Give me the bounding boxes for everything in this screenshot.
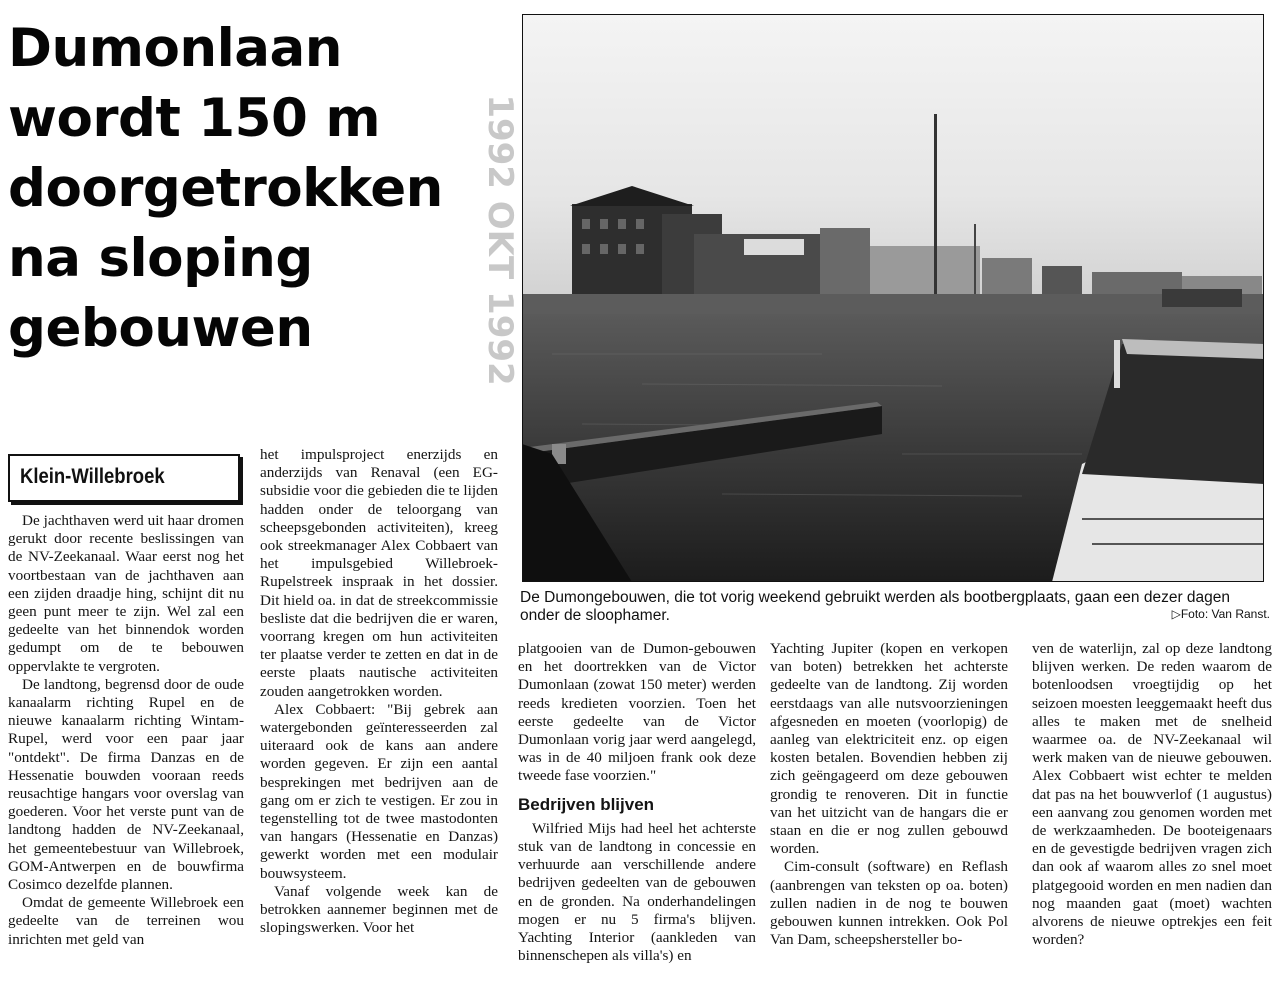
headline-line-4: na sloping	[8, 228, 313, 289]
kicker-label: Klein-Willebroek	[20, 465, 165, 488]
article-column-3	[518, 640, 756, 965]
paragraph: Alex Cobbaert: "Bij gebrek aan watergebonden geïnteresseerden zal uiteraard ook de kans aan andere worden gegeven. Er zijn een aantal besprekingen met bedrijven aan de gang om er zich te vestigen. Er zou in tegenstelling tot de twee mastodonten van hangars (Hessenatie en Danzas) gewerkt worden met een modulair bouwsysteem.	[260, 700, 498, 882]
headline-line-3: doorgetrokken	[8, 158, 443, 219]
paragraph: Vanaf volgende week kan de betrokken aannemer beginnen met de slopingswerken. Voor het	[260, 882, 498, 937]
paragraph: Omdat de gemeente Willebroek een gedeelte van de terreinen wou inrichten met geld van	[8, 894, 244, 948]
article-column-5	[1032, 640, 1272, 949]
paragraph: De landtong, begrensd door de oude kanaalarm richting Rupel en de nieuwe kanaalarm richting Wintam-Rupel, werd voor een paar jaar "ontdekt". De firma Danzas en de Hessenatie bouwden vooraan reeds reusachtige hangars voor overslag van goederen. Voor het verste punt van de landtong hadden de NV-Zeekanaal, het gemeentebestuur van Willebroek, GOM-Antwerpen en de bouwfirma Cosimco dezelfde plannen.	[8, 675, 244, 894]
photo-caption: De Dumongebouwen, die tot vorig weekend gebruikt werden als bootbergplaats, gaan een dezer dagen onder de sloophamer.	[520, 589, 1231, 624]
margin-date-text: 1992 OKT 1992	[480, 94, 520, 386]
paragraph: ven de waterlijn, zal op deze landtong blijven werken. De reden waarom de botenloodsen vroegtijdig op het seizoen moesten leeggemaakt heeft dus alles te maken met de snelheid waarmee oa. de NV-Zeekanaal wil werk maken van de nieuwe gebouwen. Alex Cobbaert wist echter te melden dat pas na het bouwverlof (1 augustus) een aanvang zou genomen worden met de werkzaamheden. De booteigenaars en de gevestigde bedrijven vragen zich dan ook af waarom alles zo snel moet platgegooid worden en men nadien dan nog maanden gaat (moet) wachten alvorens de nieuwe optrekjes een feit worden?	[1032, 640, 1272, 949]
paragraph: Cim-consult (software) en Reflash (aanbrengen van teksten op oa. boten) zullen nadien in de nog te bouwen gebouwen kunnen intrekken. Ook Pol Van Dam, scheepshersteller bo-	[770, 858, 1008, 949]
margin-date-stamp	[470, 60, 530, 420]
article-column-4	[770, 640, 1008, 949]
headline	[8, 14, 508, 364]
headline-line-5: gebouwen	[8, 298, 313, 359]
headline-line-1: Dumonlaan	[8, 18, 343, 79]
paragraph: platgooien van de Dumon-gebouwen en het doortrekken van de Victor Dumonlaan (zowat 150 meter) werden reeds kredieten voorzien. Toen het eerste gedeelte van de Victor Dumonlaan vorig jaar werd aangelegd, was in de 40 miljoen frank ook deze tweede fase voorzien."	[518, 640, 756, 785]
paragraph: Wilfried Mijs had heel het achterste stuk van de landtong in concessie en verhuurde aan verschillende andere bedrijven gedeelten van de gebouwen en de gronden. Na onderhandelingen mogen er nu 5 firma's blijven. Yachting Interior (aankleden van binnenschepen als villa's) en	[518, 819, 756, 965]
paragraph: Yachting Jupiter (kopen en verkopen van boten) betrekken het achterste gedeelte van de landtong. Zij worden eerstdaags van alle nutsvoorzieningen afgesneden en moeten (voorlopig) de aanleg van elektriciteit enz. op eigen kosten betalen. Bovendien hebben zij zich geëngageerd om deze gebouwen grondig te renoveren. Dit in functie van het uitzicht van de hangars die er staan en die er nog zullen gebouwd worden.	[770, 640, 1008, 858]
article-column-2	[260, 446, 498, 937]
harbour-photo-image	[522, 14, 1264, 582]
headline-line-2: wordt 150 m	[8, 88, 381, 149]
article-photo	[522, 14, 1264, 582]
paragraph: De jachthaven werd uit haar dromen gerukt door recente beslissingen van de NV-Zeekanaal. Waar eerst nog het voortbestaan van de jachthaven aan een zijden draadje hing, schijnt dit nu geen punt meer te zijn. Wel zal een gedeelte van het binnendok worden gedumpt om de te bebouwen oppervlakte te vergroten.	[8, 512, 244, 675]
paragraph: het impulsproject enerzijds en anderzijds van Renaval (een EG-subsidie voor die gebieden die te lijden hadden onder de teloorgang van scheepsgebonden activiteiten), kreeg ook streekmanager Alex Cobbaert van het impulsgebied Willebroek-Rupelstreek inspraak in het dossier. Dit hield oa. in dat de streekcommissie besliste dat die bedrijven die er waren, voorrang kregen om hun activiteiten ter plaatse verder te zetten en dat in de eerste plaats nautische activiteiten zouden aangetrokken worden.	[260, 446, 498, 700]
kicker-box	[8, 454, 240, 502]
section-subhead: Bedrijven blijven	[518, 794, 655, 814]
article-column-1	[8, 512, 244, 949]
photo-credit: ▷Foto: Van Ranst.	[1171, 607, 1270, 621]
